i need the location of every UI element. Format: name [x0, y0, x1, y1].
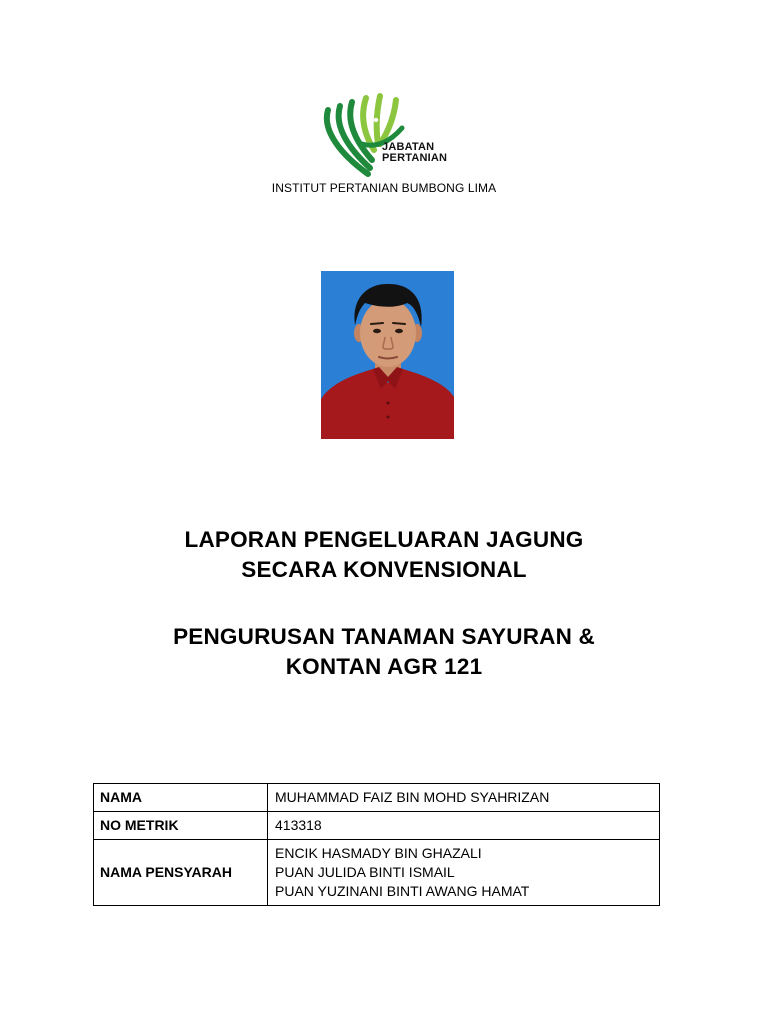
student-photo	[321, 271, 454, 439]
logo-leaves-icon	[318, 92, 468, 184]
report-title-line2: SECARA KONVENSIONAL	[241, 557, 527, 582]
report-title-line1: LAPORAN PENGELUARAN JAGUNG	[184, 527, 584, 552]
student-name: MUHAMMAD FAIZ BIN MOHD SYAHRIZAN	[275, 789, 550, 805]
logo-wordmark	[382, 142, 447, 164]
lecturer-name: PUAN JULIDA BINTI ISMAIL	[275, 864, 455, 880]
institute-name: INSTITUT PERTANIAN BUMBONG LIMA	[271, 181, 497, 195]
field-label: NO METRIK	[94, 812, 268, 840]
field-value	[268, 840, 660, 906]
jabatan-pertanian-logo	[318, 92, 468, 184]
course-title	[0, 622, 768, 682]
field-label: NAMA	[94, 784, 268, 812]
course-title-line1: PENGURUSAN TANAMAN SAYURAN &	[173, 624, 595, 649]
logo-text-line2: PERTANIAN	[382, 152, 448, 164]
course-title-line2: KONTAN AGR 121	[285, 654, 483, 679]
report-title	[0, 525, 768, 585]
matric-number: 413318	[275, 817, 322, 833]
field-label: NAMA PENSYARAH	[94, 840, 268, 906]
student-info-table	[93, 783, 660, 906]
lecturer-name: PUAN YUZINANI BINTI AWANG HAMAT	[275, 883, 530, 899]
table-row	[94, 812, 660, 840]
lecturer-name: ENCIK HASMADY BIN GHAZALI	[275, 845, 482, 861]
field-value	[268, 784, 660, 812]
table-row	[94, 840, 660, 906]
portrait-image	[321, 271, 454, 439]
field-value	[268, 812, 660, 840]
table-row	[94, 784, 660, 812]
logo-text-line1: JABATAN	[382, 141, 435, 153]
